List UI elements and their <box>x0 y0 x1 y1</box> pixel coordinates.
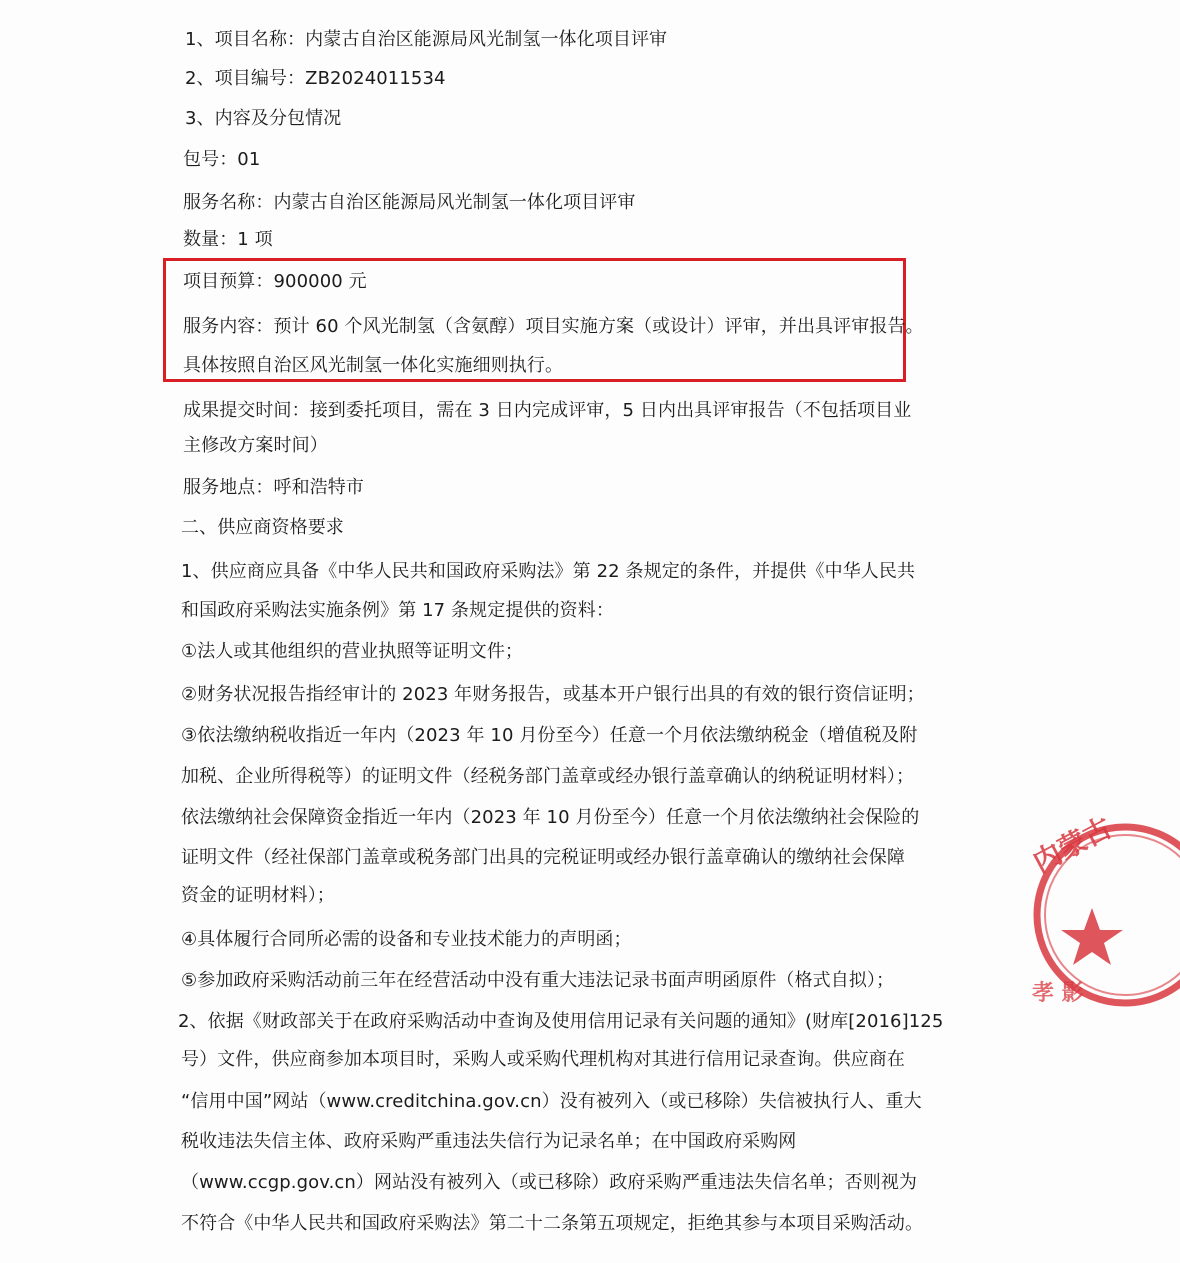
project-budget: 项目预算：900000 元 <box>183 271 367 292</box>
requirement-equipment-statement: ④具体履行合同所必需的设备和专业技术能力的声明函； <box>181 929 632 950</box>
requirement-social-security-line-2: 证明文件（经社保部门盖章或税务部门出具的完税证明或经办银行盖章确认的缴纳社会保障 <box>181 847 905 868</box>
section-qualification-heading: 二、供应商资格要求 <box>181 517 344 538</box>
qualification-2-line-4: 税收违法失信主体、政府采购严重违法失信行为记录名单；在中国政府采购网 <box>181 1131 797 1152</box>
qualification-2-line-5: （www.ccgp.gov.cn）网站没有被列入（或已移除）政府采购严重违法失信名单；否则视为 <box>181 1172 918 1193</box>
requirement-social-security-line-3: 资金的证明材料）； <box>181 885 335 906</box>
service-content-line-2: 具体按照自治区风光制氢一体化实施细则执行。 <box>183 355 564 376</box>
qualification-2-line-6: 不符合《中华人民共和国政府采购法》第二十二条第五项规定，拒绝其参与本项目采购活动。 <box>181 1213 924 1234</box>
svg-text:孝 影: 孝 影 <box>1032 981 1084 1006</box>
service-content-line-1: 服务内容：预计 60 个风光制氢（含氨醇）项目实施方案（或设计）评审，并出具评审报告。 <box>183 316 924 337</box>
official-seal-stamp <box>1027 790 1180 1040</box>
qualification-2-line-1: 2、依据《财政部关于在政府采购活动中查询及使用信用记录有关问题的通知》(财库[2016]125 <box>178 1011 944 1032</box>
submission-time-line-2: 主修改方案时间） <box>183 435 328 456</box>
service-name: 服务名称：内蒙古自治区能源局风光制氢一体化项目评审 <box>183 192 636 213</box>
requirement-tax-line-2: 加税、企业所得税等）的证明文件（经税务部门盖章或经办银行盖章确认的纳税证明材料）； <box>181 766 915 787</box>
requirement-financial-report: ②财务状况报告指经审计的 2023 年财务报告，或基本开户银行出具的有效的银行资信证明； <box>181 684 925 705</box>
service-location: 服务地点：呼和浩特市 <box>183 477 364 498</box>
qualification-2-line-3: “信用中国”网站（www.creditchina.gov.cn）没有被列入（或已移除）失信被执行人、重大 <box>181 1091 922 1112</box>
svg-text:内蒙古: 内蒙古 <box>1027 810 1118 880</box>
requirement-no-violation-statement: ⑤参加政府采购活动前三年在经营活动中没有重大违法记录书面声明函原件（格式自拟）； <box>181 970 895 991</box>
item-project-name: 1、项目名称：内蒙古自治区能源局风光制氢一体化项目评审 <box>185 29 668 50</box>
qualification-1-line-1: 1、供应商应具备《中华人民共和国政府采购法》第 22 条规定的条件，并提供《中华人民共 <box>181 561 916 582</box>
requirement-social-security-line-1: 依法缴纳社会保障资金指近一年内（2023 年 10 月份至今）任意一个月依法缴纳社会保险的 <box>181 807 920 828</box>
requirement-tax-line-1: ③依法缴纳税收指近一年内（2023 年 10 月份至今）任意一个月依法缴纳税金（增值税及附 <box>181 725 918 746</box>
quantity: 数量：1 项 <box>183 229 273 250</box>
qualification-1-line-2: 和国政府采购法实施条例》第 17 条规定提供的资料： <box>181 600 614 621</box>
package-number: 包号：01 <box>183 149 261 170</box>
requirement-business-license: ①法人或其他组织的营业执照等证明文件； <box>181 641 524 662</box>
submission-time-line-1: 成果提交时间：接到委托项目，需在 3 日内完成评审，5 日内出具评审报告（不包括项目业 <box>183 400 912 421</box>
qualification-2-line-2: 号）文件，供应商参加本项目时，采购人或采购代理机构对其进行信用记录查询。供应商在 <box>181 1049 905 1070</box>
item-content-heading: 3、内容及分包情况 <box>185 108 342 129</box>
item-project-number: 2、项目编号：ZB2024011534 <box>185 68 446 89</box>
